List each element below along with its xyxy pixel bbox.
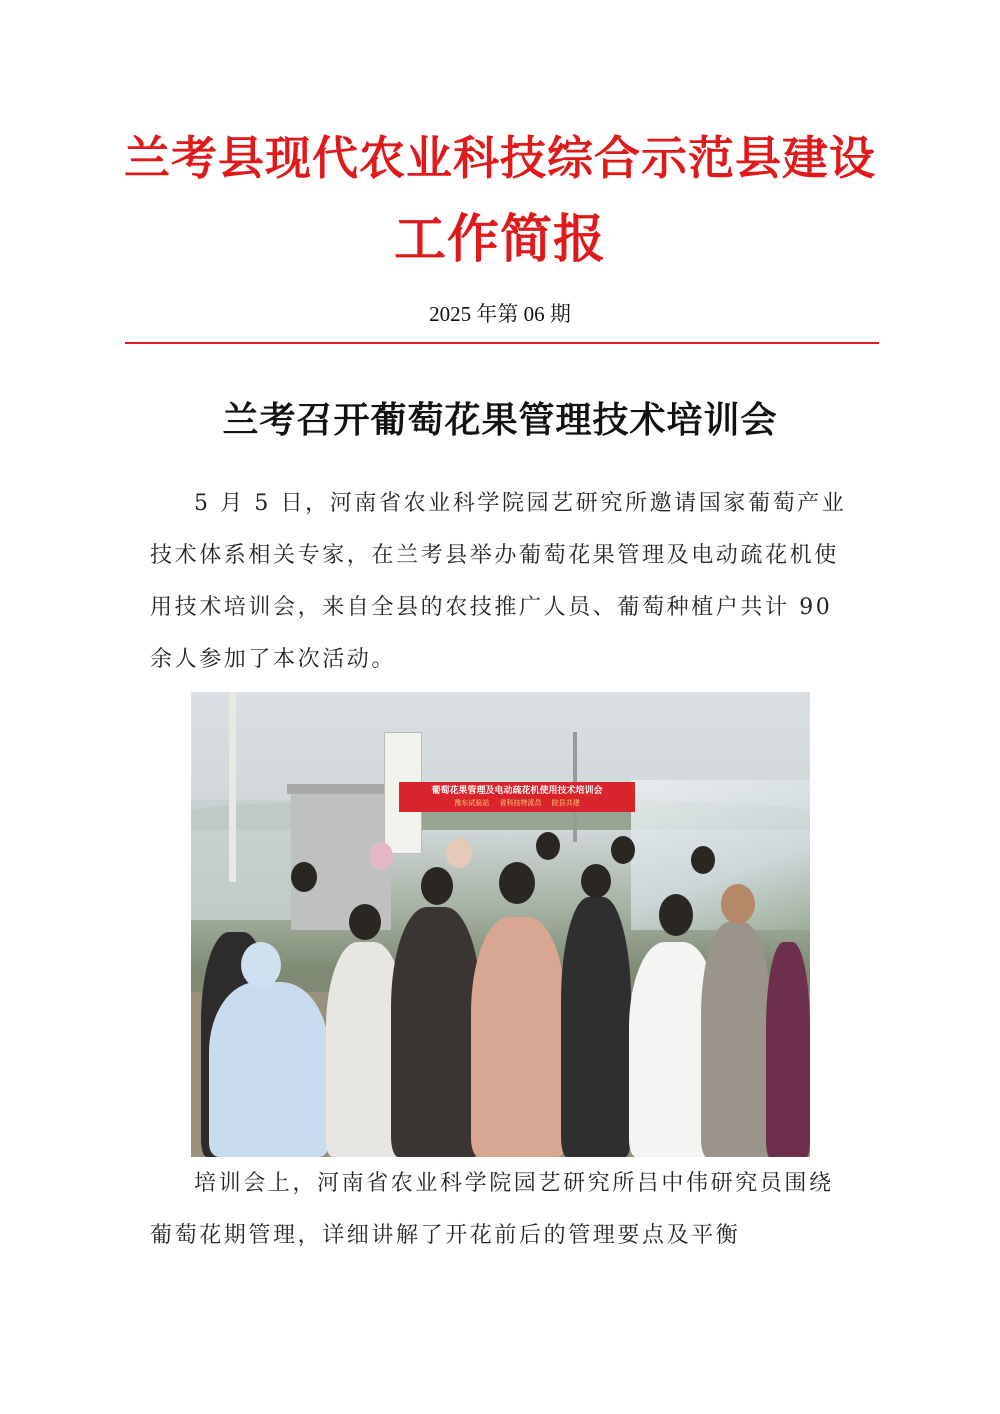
photo-banner-subtitle: 豫东试验站 省科技特派员 院县共建 bbox=[454, 799, 580, 807]
photo-person bbox=[701, 922, 771, 1157]
photo-person-head bbox=[349, 904, 381, 940]
photo-person-head bbox=[446, 838, 472, 868]
photo-person-head bbox=[369, 842, 393, 870]
photo-person bbox=[766, 942, 810, 1157]
photo-person-head bbox=[691, 846, 715, 874]
photo-shed-roof bbox=[287, 784, 395, 794]
masthead-divider bbox=[125, 342, 879, 344]
photo-person bbox=[561, 897, 631, 1157]
photo-person-head bbox=[581, 864, 611, 898]
article-paragraph-2: 培训会上，河南省农业科学院园艺研究所吕中伟研究员围绕葡萄花期管理，详细讲解了开花前后的管理要点及平衡 bbox=[150, 1171, 834, 1248]
photo-person bbox=[471, 917, 566, 1157]
photo-banner bbox=[399, 782, 635, 812]
masthead-title-line1: 兰考县现代农业科技综合示范县建设 bbox=[124, 131, 876, 185]
photo-person-head bbox=[721, 884, 755, 924]
issue-number: 2025 年第 06 期 bbox=[429, 302, 571, 326]
article-headline: 兰考召开葡萄花果管理技术培训会 bbox=[222, 399, 778, 441]
photo-crowd bbox=[191, 822, 810, 1157]
masthead-title-line2: 工作简报 bbox=[393, 209, 606, 270]
article-paragraph-1: 5 月 5 日，河南省农业科学院园艺研究所邀请国家葡萄产业技术体系相关专家，在兰考县举办葡萄花果管理及电动疏花机使用技术培训会，来自全县的农技推广人员、葡萄种植户共计 90 余人参加了本次活动。 bbox=[150, 491, 847, 672]
photo-person-head bbox=[499, 862, 535, 904]
photo-person-head bbox=[241, 942, 281, 988]
photo-person-head bbox=[291, 862, 317, 892]
photo-person-head bbox=[421, 867, 453, 905]
photo-person-head bbox=[536, 832, 560, 860]
training-photo bbox=[191, 692, 810, 1157]
photo-banner-title: 葡萄花果管理及电动疏花机使用技术培训会 bbox=[431, 786, 603, 796]
photo-person-head bbox=[659, 894, 693, 936]
photo-person bbox=[391, 907, 481, 1157]
photo-person-head bbox=[611, 836, 635, 864]
photo-person bbox=[209, 982, 329, 1157]
